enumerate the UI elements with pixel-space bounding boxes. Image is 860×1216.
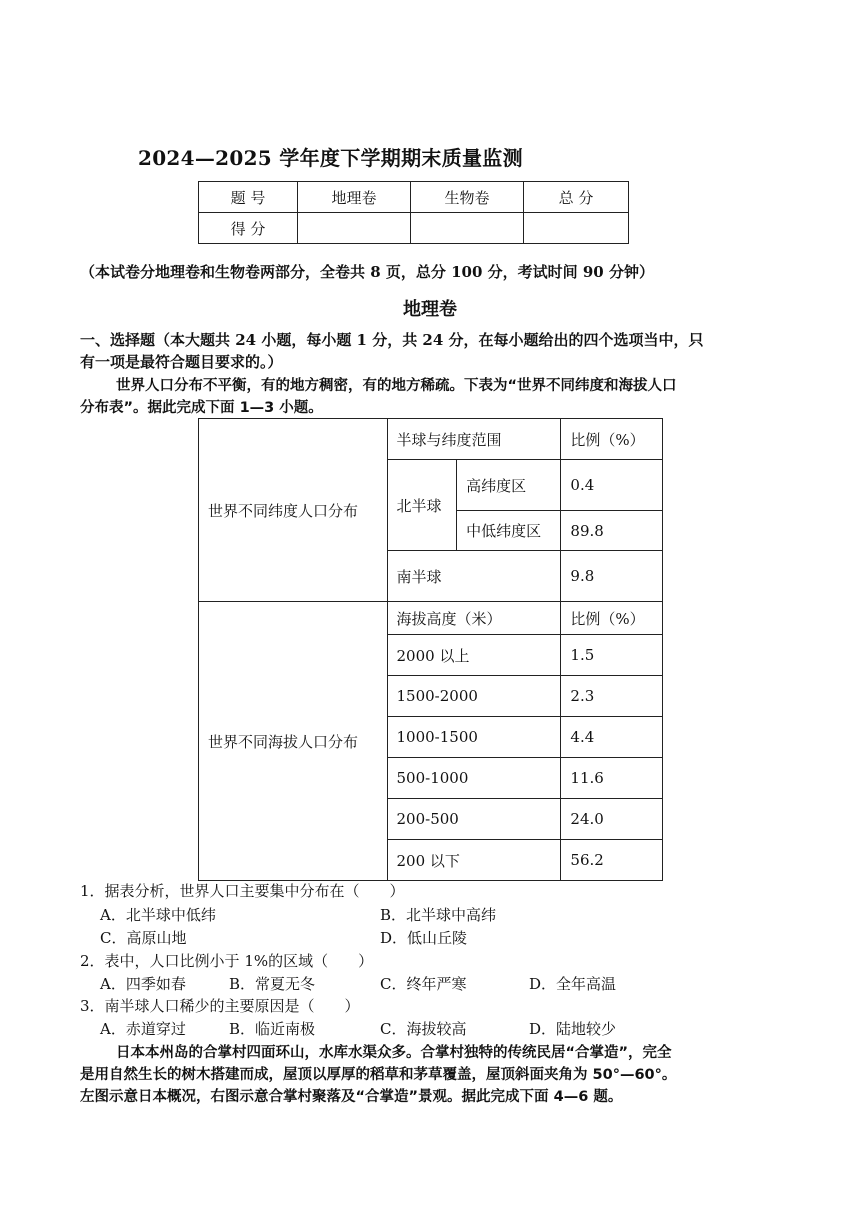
south-value: 9.8 xyxy=(561,551,663,602)
question-3-option-c: C．海拔较高 xyxy=(380,1020,467,1038)
question-2-option-c: C．终年严寒 xyxy=(380,975,467,993)
alt-range: 1500-2000 xyxy=(387,676,561,717)
part1-heading xyxy=(80,329,704,373)
intro-line: 世界人口分布不平衡，有的地方稠密，有的地方稀疏。下表为“世界不同纬度和海拔人口 xyxy=(116,378,677,394)
question-2-stem: 2．表中，人口比例小于 1%的区域（ ） xyxy=(80,952,374,970)
page-title: 2024—2025 学年度下学期期末质量监测 xyxy=(138,146,523,170)
question-3-option-a: A．赤道穿过 xyxy=(100,1020,186,1038)
question-1-option-c: C．高原山地 xyxy=(100,929,187,947)
score-header-cell: 总 分 xyxy=(524,182,629,213)
score-table-score-row xyxy=(199,213,629,244)
table-row xyxy=(199,419,663,460)
score-header-cell: 题 号 xyxy=(199,182,298,213)
question-3-stem: 3．南半球人口稀少的主要原因是（ ） xyxy=(80,997,360,1015)
question-2-option-d: D．全年高温 xyxy=(529,975,617,993)
question-3-option-b: B．临近南极 xyxy=(229,1020,316,1038)
question-1-option-a: A．北半球中低纬 xyxy=(100,906,216,924)
alt-value: 2.3 xyxy=(561,676,663,717)
alt-range: 200 以下 xyxy=(387,840,561,881)
score-table xyxy=(198,181,629,244)
part1-line: 有一项是最符合题目要求的。） xyxy=(80,353,283,371)
alt-range: 500-1000 xyxy=(387,758,561,799)
section-title: 地理卷 xyxy=(403,299,457,320)
north-hemisphere-label: 北半球 xyxy=(387,460,457,551)
score-table-header-row xyxy=(199,182,629,213)
population-table xyxy=(198,418,663,881)
part1-line: 一、选择题（本大题共 24 小题，每小题 1 分，共 24 分，在每小题给出的四个选项当中，只 xyxy=(80,331,704,349)
alt-ratio-header: 比例（%） xyxy=(561,602,663,635)
table-row xyxy=(199,602,663,635)
score-header-cell: 生物卷 xyxy=(411,182,524,213)
question-2-option-a: A．四季如春 xyxy=(100,975,186,993)
alt-value: 1.5 xyxy=(561,635,663,676)
score-cell-total xyxy=(524,213,629,244)
alt-value: 56.2 xyxy=(561,840,663,881)
intro-paragraph-1 xyxy=(80,375,677,419)
ratio-header: 比例（%） xyxy=(561,419,663,460)
alt-value: 4.4 xyxy=(561,717,663,758)
intro-line: 日本本州岛的合掌村四面环山，水库水渠众多。合掌村独特的传统民居“合掌造”，完全 xyxy=(116,1045,672,1061)
score-header-cell: 地理卷 xyxy=(298,182,411,213)
lat-header: 半球与纬度范围 xyxy=(387,419,561,460)
mid-lat-label: 中低纬度区 xyxy=(457,511,561,551)
alt-value: 24.0 xyxy=(561,799,663,840)
alt-range: 2000 以上 xyxy=(387,635,561,676)
alt-range: 200-500 xyxy=(387,799,561,840)
alt-header: 海拔高度（米） xyxy=(387,602,561,635)
alt-range: 1000-1500 xyxy=(387,717,561,758)
question-2-option-b: B．常夏无冬 xyxy=(229,975,316,993)
alt-value: 11.6 xyxy=(561,758,663,799)
score-cell-biology xyxy=(411,213,524,244)
exam-note: （本试卷分地理卷和生物卷两部分，全卷共 8 页，总分 100 分，考试时间 90 分钟） xyxy=(80,263,654,281)
score-row-label: 得 分 xyxy=(199,213,298,244)
intro-line: 是用自然生长的树木搭建而成，屋顶以厚厚的稻草和茅草覆盖，屋顶斜面夹角为 50°—60°。 xyxy=(80,1067,677,1083)
lat-group-label: 世界不同纬度人口分布 xyxy=(199,419,388,602)
alt-group-label: 世界不同海拔人口分布 xyxy=(199,602,388,881)
question-3-option-d: D．陆地较少 xyxy=(529,1020,617,1038)
high-lat-value: 0.4 xyxy=(561,460,663,511)
question-1-stem: 1．据表分析，世界人口主要集中分布在（ ） xyxy=(80,882,405,900)
mid-lat-value: 89.8 xyxy=(561,511,663,551)
score-cell-geography xyxy=(298,213,411,244)
intro-line: 分布表”。据此完成下面 1—3 小题。 xyxy=(80,400,323,416)
question-1-option-d: D．低山丘陵 xyxy=(380,929,468,947)
intro-paragraph-2 xyxy=(80,1042,676,1108)
south-hemisphere-label: 南半球 xyxy=(387,551,561,602)
question-1-option-b: B．北半球中高纬 xyxy=(380,906,497,924)
intro-line: 左图示意日本概况，右图示意合掌村聚落及“合掌造”景观。据此完成下面 4—6 题。 xyxy=(80,1089,623,1105)
high-lat-label: 高纬度区 xyxy=(457,460,561,511)
